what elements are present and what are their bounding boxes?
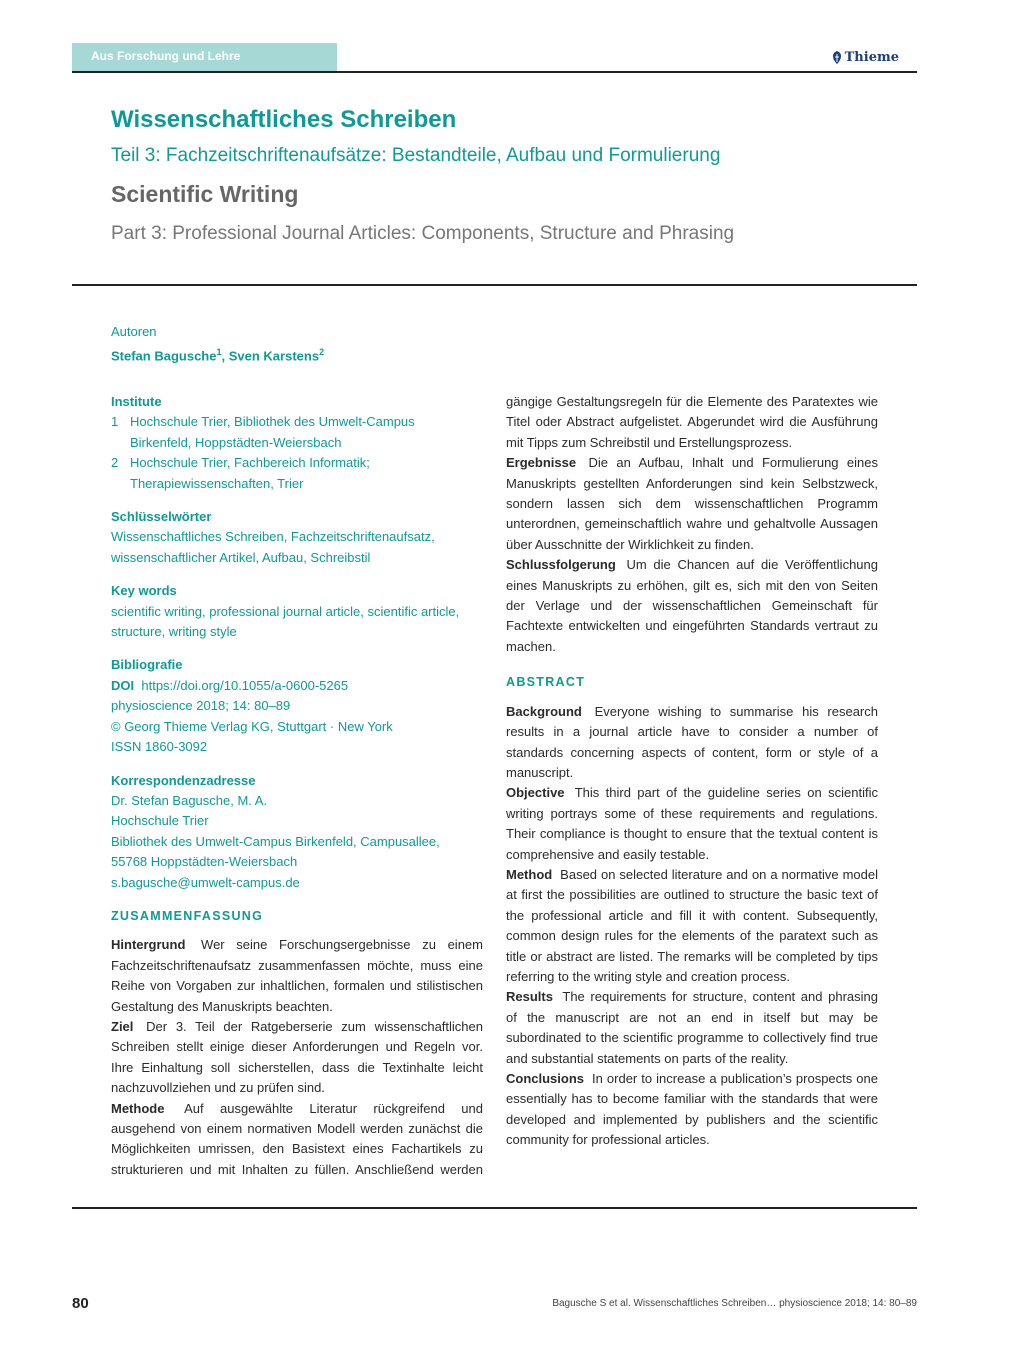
- authors-block: [111, 322, 324, 366]
- keywords-en-line: scientific writing, professional journal article, scientific article,: [111, 603, 460, 619]
- keywords-de-line: wissenschaftlicher Artikel, Aufbau, Schreibstil: [111, 549, 371, 565]
- correspondence-address: 55768 Hoppstädten-Weiersbach: [111, 854, 298, 870]
- abstract-conclusions: [506, 1069, 878, 1151]
- author-name: Stefan Bagusche: [111, 348, 217, 364]
- institute-item: [111, 453, 483, 494]
- issn-line: ISSN 1860-3092: [111, 739, 208, 755]
- left-column: [111, 392, 483, 1180]
- institute-text: [130, 412, 415, 453]
- zusammenfassung-ergebnisse: [506, 453, 878, 555]
- zusammenfassung-methode-continued: gängige Gestaltungsregeln für die Elemente des Paratextes wie Titel oder Abstract aufgelistet. Abgerundet wird die Ausführung mit Tipps zum Schreibstil und Erstellungsprozess.: [506, 394, 878, 450]
- institute-number: 2: [111, 455, 119, 471]
- zusammenfassung-methode: [111, 1099, 483, 1181]
- abstract-method: [506, 865, 878, 987]
- title-block: [111, 104, 911, 247]
- keywords-de-block: [111, 507, 483, 568]
- article-title-en: Scientific Writing: [111, 181, 299, 207]
- abstract-results: [506, 987, 878, 1069]
- correspondence-address: Bibliothek des Umwelt-Campus Birkenfeld, Campusallee,: [111, 833, 440, 849]
- affiliation-marker: 2: [319, 347, 325, 357]
- correspondence-email[interactable]: s.bagusche@umwelt-campus.de: [111, 874, 300, 890]
- author-list: [111, 342, 324, 366]
- keywords-de-line: Wissenschaftliches Schreiben, Fachzeitschriftenaufsatz,: [111, 529, 435, 545]
- zusammenfassung-schlussfolgerung: [506, 555, 878, 657]
- paragraph-text: Wer seine Forschungsergebnisse zu einem Fachzeitschriftenaufsatz zusammenfassen möchte, muss eine Reihe von Vorgaben zur inhaltlichen, formalen und stilistischen Gestaltung des Manuskripts beachten.: [111, 937, 483, 1014]
- authors-heading: Autoren: [111, 324, 157, 339]
- correspondence-name: Dr. Stefan Bagusche, M. A.: [111, 792, 268, 808]
- institute-number: 1: [111, 414, 119, 430]
- article-title-de: Wissenschaftliches Schreiben: [111, 106, 457, 133]
- paragraph-label: Ergebnisse: [506, 455, 577, 471]
- doi-label: DOI: [111, 677, 135, 693]
- paragraph-text: Based on selected literature and on a normative model at first the possibilities are outlined to structure the basic text of the professional article and fill it with content. Subsequently, common design rules for the elements of the paratext such as title or abstract are listed. The remarks will be completed by tips referring to the writing style and creation process.: [506, 866, 878, 984]
- keywords-de-heading: Schlüsselwörter: [111, 509, 212, 525]
- paragraph-label: Ziel: [111, 1018, 134, 1034]
- correspondence-heading: Korrespondenzadresse: [111, 772, 256, 788]
- author-separator: ,: [221, 348, 229, 364]
- paragraph-label: Method: [506, 866, 553, 882]
- paragraph-text: Der 3. Teil der Ratgeberserie zum wissenschaftlichen Schreiben stellt einige dieser Anforderungen und Regeln vor. Ihre Einhaltung soll sicherstellen, dass die Textinhalte leicht nachzuvollziehen und zu prüfen sind.: [111, 1018, 483, 1096]
- paragraph-text: In order to increase a publication’s prospects one essentially has to become familiar with the standards that were developed and implemented by publishers and the scientific community for professional articles.: [506, 1071, 878, 1148]
- footer-citation: Bagusche S et al. Wissenschaftliches Schreiben… physioscience 2018; 14: 80–89: [552, 1298, 917, 1309]
- thieme-logo-icon: [832, 51, 842, 64]
- correspondence-block: [111, 771, 483, 893]
- correspondence-org: Hochschule Trier: [111, 813, 209, 829]
- zusammenfassung-hintergrund: [111, 935, 483, 1017]
- article-subtitle-de: Teil 3: Fachzeitschriftenaufsätze: Bestandteile, Aufbau und Formulierung: [111, 145, 721, 166]
- zusammenfassung-heading: ZUSAMMENFASSUNG: [111, 908, 264, 923]
- institute-text: [130, 453, 370, 494]
- publisher-name: Thieme: [844, 50, 899, 65]
- page-number: 80: [72, 1295, 89, 1312]
- bibliography-heading: Bibliografie: [111, 657, 183, 673]
- right-column: [506, 392, 878, 1151]
- doi-line: [111, 676, 483, 696]
- paragraph-text: This third part of the guideline series on scientific writing portrays some of these requirements and regulations. Their compliance is thought to ensure that the textual content is comprehensive and easily testable.: [506, 785, 878, 862]
- zusammenfassung-ziel: [111, 1017, 483, 1099]
- author-name: Sven Karstens: [228, 348, 320, 364]
- header-divider: [72, 71, 917, 73]
- footer-divider: [72, 1207, 917, 1209]
- publisher-logo: [832, 50, 899, 65]
- title-divider: [72, 284, 917, 286]
- paragraph-label: Hintergrund: [111, 937, 186, 953]
- keywords-en-line: structure, writing style: [111, 624, 237, 640]
- journal-info: physioscience 2018; 14: 80–89: [111, 698, 291, 714]
- abstract-background: [506, 702, 878, 784]
- paragraph-label: Objective: [506, 785, 565, 801]
- section-label: Aus Forschung und Lehre: [72, 43, 337, 71]
- abstract-heading: ABSTRACT: [506, 675, 586, 690]
- paragraph-text: Die an Aufbau, Inhalt und Formulierung eines Manuskripts gestellten Anforderungen sind kein Selbstzweck, sondern lassen sich dem wissenschaftlichen Programm unterordnen, gemeinschaftlich wahre und gehaltvolle Aussagen über Ausschnitte der Wirklichkeit zu finden.: [506, 455, 878, 552]
- institute-line: Therapiewissenschaften, Trier: [130, 475, 304, 491]
- institute-item: [111, 412, 483, 453]
- institutes-heading: Institute: [111, 394, 162, 409]
- institute-line: Birkenfeld, Hoppstädten-Weiersbach: [130, 434, 342, 450]
- paragraph-label: Results: [506, 989, 553, 1005]
- article-subtitle-en: Part 3: Professional Journal Articles: Components, Structure and Phrasing: [111, 223, 735, 244]
- doi-link[interactable]: https://doi.org/10.1055/a-0600-5265: [141, 677, 349, 693]
- paragraph-text: Auf ausgewählte Literatur rückgreifend und ausgehend von einem normativen Modell werden zunächst die Möglichkeiten umrissen, den Basistext eines Fachartikels zu strukturieren und mit Inhalten zu füllen. Anschließend werden: [111, 1100, 483, 1177]
- copyright-line: © Georg Thieme Verlag KG, Stuttgart · New York: [111, 718, 393, 734]
- keywords-en-block: [111, 581, 483, 642]
- paragraph-label: Background: [506, 703, 582, 719]
- abstract-objective: [506, 783, 878, 865]
- institutes-block: [111, 392, 483, 494]
- paragraph-label: Schlussfolgerung: [506, 557, 616, 573]
- institute-line: Hochschule Trier, Fachbereich Informatik;: [130, 455, 370, 471]
- bibliography-block: [111, 655, 483, 757]
- paragraph-text: Everyone wishing to summarise his research results in a journal article have to consider a number of standards concerning aspects of content, form or style of a manuscript.: [506, 703, 878, 780]
- institute-line: Hochschule Trier, Bibliothek des Umwelt-Campus: [130, 414, 415, 430]
- paragraph-text: Um die Chancen auf die Veröffentlichung eines Manuskripts zu erhöhen, gilt es, sich mit den von Seiten der Verlage und der wissenschaftlichen Gemeinschaft für Fachtexte entwickelten und eingeführten Standards vertraut zu machen.: [506, 557, 878, 654]
- paragraph-label: Conclusions: [506, 1071, 585, 1086]
- paragraph-label: Methode: [111, 1100, 165, 1116]
- paragraph-text: The requirements for structure, content and phrasing of the manuscript are not an end in itself but may be subordinated to the scientific programme to collectively find true and substantial statements on parts of the reality.: [506, 989, 878, 1066]
- affiliation-marker: 1: [216, 347, 222, 357]
- keywords-en-heading: Key words: [111, 583, 177, 599]
